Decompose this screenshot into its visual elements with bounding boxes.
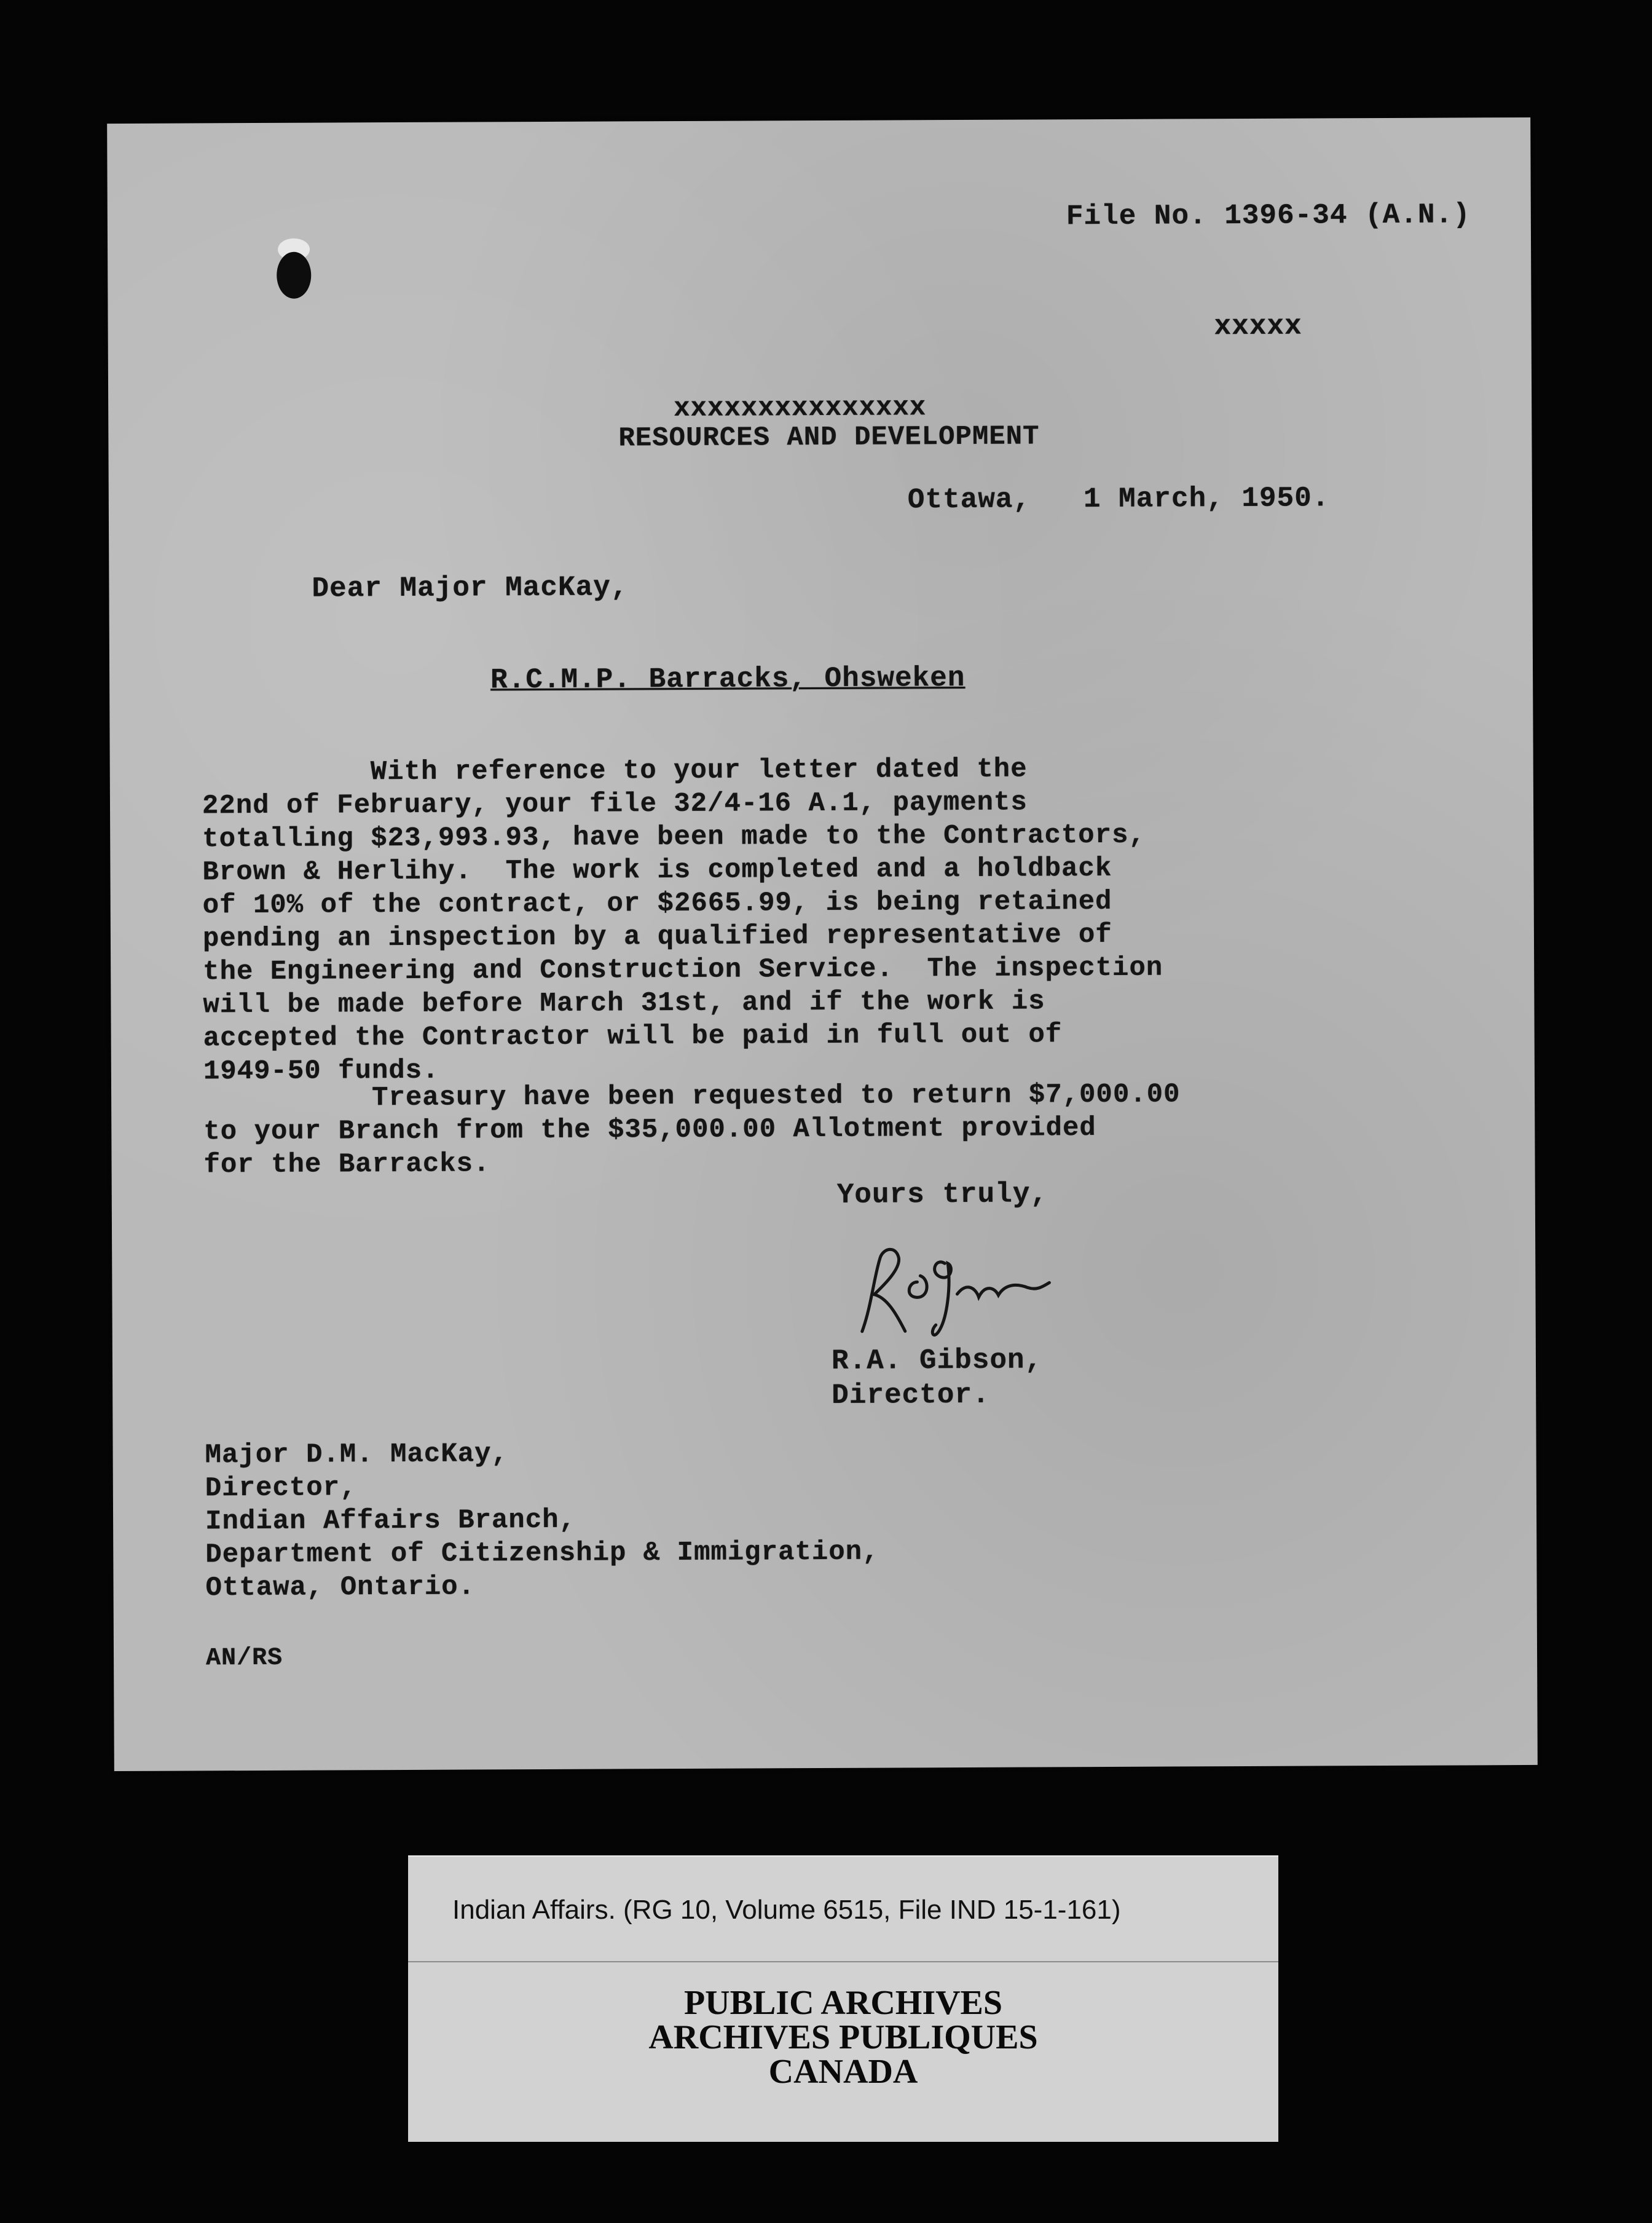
letter-sheet xyxy=(107,117,1538,1771)
stamp-line-3: CANADA xyxy=(768,2053,918,2091)
closing: Yours truly, xyxy=(836,1178,1048,1211)
dateline: Ottawa, 1 March, 1950. xyxy=(907,482,1330,516)
stamp-line-2: ARCHIVES PUBLIQUES xyxy=(648,2018,1038,2056)
punch-hole-mark xyxy=(272,237,315,305)
stamp-line-1: PUBLIC ARCHIVES xyxy=(683,1984,1003,2022)
archive-citation: Indian Affairs. (RG 10, Volume 6515, File IND 15-1-161) xyxy=(452,1895,1121,1925)
body-paragraph-1: With reference to your letter dated the 22nd of February, your file 32/4-16 A.1, payments totalling $23,993.93, have been made to the Contractors, Brown & Herlihy. The work is completed and a holdback of 10% of the contract, or $2665.99, is being retained pending an inspection by a qualified representative of the Engineering and Construction Service. The inspection will be made before March 31st, and if the work is accepted the Contractor will be paid in full out of 1949-50 funds. xyxy=(202,754,1163,1088)
struck-out-marks: xxxxx xyxy=(1214,310,1302,343)
handwritten-signature xyxy=(837,1238,1059,1350)
file-number: File No. 1396-34 (A.N.) xyxy=(1066,199,1471,233)
subject-line: R.C.M.P. Barracks, Ohsweken xyxy=(490,661,966,697)
public-archives-stamp xyxy=(408,1986,1278,2089)
struck-out-heading: xxxxxxxxxxxxxxx xyxy=(674,392,927,425)
salutation: Dear Major MacKay, xyxy=(312,571,629,605)
typist-initials: AN/RS xyxy=(205,1644,283,1673)
department-heading: RESOURCES AND DEVELOPMENT xyxy=(618,421,1040,454)
archive-label-card xyxy=(408,1855,1278,2142)
body-paragraph-2: Treasury have been requested to return $7,000.00 to your Branch from the $35,000.00 Allotment provided for the Barracks. xyxy=(203,1079,1181,1181)
recipient-address: Major D.M. MacKay, Director, Indian Affairs Branch, Department of Citizenship & Immigration, Ottawa, Ontario. xyxy=(205,1439,879,1604)
signer-name-title: R.A. Gibson, Director. xyxy=(831,1344,1043,1412)
label-divider xyxy=(408,1961,1278,1962)
